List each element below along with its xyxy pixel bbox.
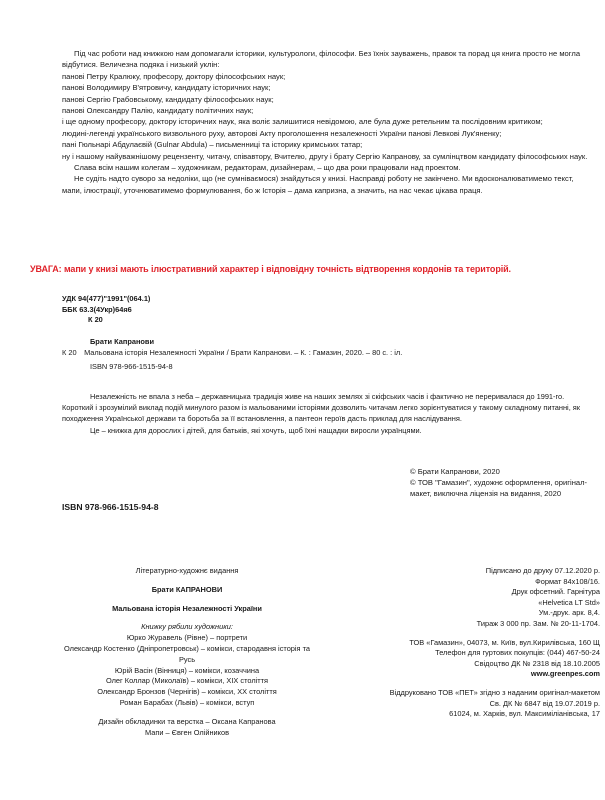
annotation-paragraph: Це – книжка для дорослих і дітей, для батьків, які хочуть, щоб їхні нащадки виросли українцями. bbox=[90, 425, 422, 435]
print-line: Підписано до друку 07.12.2020 р. bbox=[485, 566, 600, 575]
maps-credit: Мапи – Євген Олійников bbox=[144, 727, 230, 737]
acknowledgements bbox=[62, 48, 594, 196]
author-mark: К 20 bbox=[88, 315, 103, 324]
publisher-line: Свідоцтво ДК № 2318 від 18.10.2005 bbox=[474, 658, 600, 668]
bib-line bbox=[62, 347, 594, 358]
catalog-codes bbox=[62, 294, 150, 326]
ack-line: панові Сергію Грабовському, кандидату філософських наук; bbox=[62, 94, 274, 104]
bbk-code: ББК 63.3(4Укр)64я6 bbox=[62, 304, 132, 314]
print-line: Формат 84х108/16. bbox=[535, 576, 600, 586]
udk-code: УДК 94(477)"1991"(064.1) bbox=[62, 294, 151, 303]
isbn: ISBN 978-966-1515-94-8 bbox=[62, 502, 159, 512]
ack-line: пані Гюльнарі Абдулаєвій (Gulnar Abdula) – письменниці та історику кримських татар; bbox=[62, 140, 363, 150]
illustrator: Олег Коллар (Миколаїв) – комікси, XIX століття bbox=[105, 676, 269, 686]
bibliographic-entry bbox=[62, 336, 594, 372]
ack-line: панові Олександру Палію, кандидату політичних наук; bbox=[62, 106, 254, 116]
ack-line: Не судіть надто суворо за недоліки, що (не сумніваємося) знайдуться у книзі. Насправді роботу не закінчено. Ми вдосконалюватимемо текст, мапи, ілюстрації, уточнюватимемо формулювання, бо ж Історія – дама капризна, а значить, на нас чекає цікава праця. bbox=[62, 174, 574, 195]
imprint-credits bbox=[62, 566, 312, 738]
printer-line: Віддруковано ТОВ «ПЕТ» згідно з наданим оригінал-макетом bbox=[389, 687, 600, 697]
map-warning: УВАГА: мапи у книзі мають ілюстративний характер і відповідну точність відтворення кордонів та територій. bbox=[30, 264, 511, 274]
print-line: Тираж 3 000 пр. Зам. № 20-11-1704. bbox=[476, 618, 600, 628]
annotation bbox=[62, 391, 594, 436]
publisher-website: www.greenpes.com bbox=[530, 669, 600, 679]
bib-description: Мальована історія Незалежності України / Брати Капранови. – К. : Гамазин, 2020. – 80 с. : іл. bbox=[84, 348, 403, 357]
imprint-title: Мальована історія Незалежності України bbox=[112, 603, 262, 613]
copyright-notice bbox=[410, 466, 600, 500]
illustrator: Юрій Васін (Вінниця) – комікси, козаччина bbox=[114, 665, 260, 675]
ack-line: і ще одному професору, доктору історичних наук, яка воліє залишитися невідомою, але була дуже ретельним та послідовним критиком; bbox=[62, 117, 543, 127]
illustrator: Олександр Костенко (Дніпропетровськ) – комікси, стародавня історія та Русь bbox=[63, 643, 311, 664]
print-line: Друк офсетний. Гарнітура bbox=[511, 587, 600, 597]
print-line: Ум.-друк. арк. 8,4. bbox=[538, 608, 600, 618]
genre: Літературно-художнє видання bbox=[135, 566, 239, 575]
copyright-line: © ТОВ "Гамазин", художнє оформлення, оригінал-макет, виключна ліцензія на видання, 2020 bbox=[410, 478, 588, 499]
ack-paragraph: Під час роботи над книжкою нам допомагали історики, культурологи, філософи. Без їхніх зауважень, правок та порад ця книга просто не могла відбутися. Величезна подяка і низький уклін: bbox=[62, 49, 581, 70]
printer-line: Св. ДК № 6847 від 19.07.2019 р. bbox=[489, 698, 600, 708]
illustrator: Юрко Журавель (Рівне) – портрети bbox=[126, 633, 248, 643]
author-heading: Брати Капранови bbox=[90, 337, 155, 346]
publisher-line: Телефон для гуртових покупців: (044) 467-50-24 bbox=[435, 648, 600, 658]
bib-author-mark: К 20 bbox=[62, 348, 77, 357]
ack-line: людині-легенді українського визвольного руху, авторові Акту проголошення незалежності України панові Левкові Лук'яненку; bbox=[62, 128, 502, 138]
design-credit: Дизайн обкладинки та верстка – Оксана Капранова bbox=[98, 716, 276, 726]
annotation-paragraph: Незалежність не впала з неба – державницька традиція живе на наших землях зі скіфських часів і фактично не переривалася до 1991-го. Короткий і зрозумілий виклад подій минулого разом із мальованими історіями дозволить читачам легко зорієнтуватися у такому складному питанні, як походження Української держави та боротьба за її встановлення, а пантеон героїв дасть приклад для наслідування. bbox=[62, 392, 581, 424]
illustrators-heading: Книжку рябили художники: bbox=[141, 622, 233, 632]
ack-line: Слава всім нашим колегам – художникам, редакторам, дизайнерам, – що два роки працювали над проектом. bbox=[74, 163, 461, 173]
illustrator: Олександр Бронзов (Чернігів) – комікси, XX століття bbox=[97, 687, 277, 697]
printer-line: 61024, м. Харків, вул. Максиміліанівська, 17 bbox=[449, 709, 600, 719]
imprint-author: Брати КАПРАНОВИ bbox=[151, 584, 223, 594]
ack-line: панові Володимиру В'ятровичу, кандидату історичних наук; bbox=[62, 83, 271, 93]
ack-line: ну і нашому найуважнішому рецензенту, читачу, співавтору, Вчителю, другу і брату Сергію Капранову, за сумлінцтвом кандидату філософських наук. bbox=[62, 151, 588, 161]
ack-line: панові Петру Кралюку, професору, доктору філософських наук; bbox=[62, 71, 286, 81]
print-line: «Helvetica LT Std» bbox=[538, 597, 600, 607]
publisher-line: ТОВ «Гамазин», 04073, м. Київ, вул.Кирилівська, 160 Щ bbox=[409, 637, 600, 647]
print-details bbox=[308, 566, 600, 720]
copyright-line: © Брати Капранови, 2020 bbox=[410, 467, 500, 476]
bib-isbn: ISBN 978-966-1515-94-8 bbox=[90, 362, 173, 371]
illustrator: Роман Барабах (Львів) – комікси, вступ bbox=[119, 697, 255, 707]
